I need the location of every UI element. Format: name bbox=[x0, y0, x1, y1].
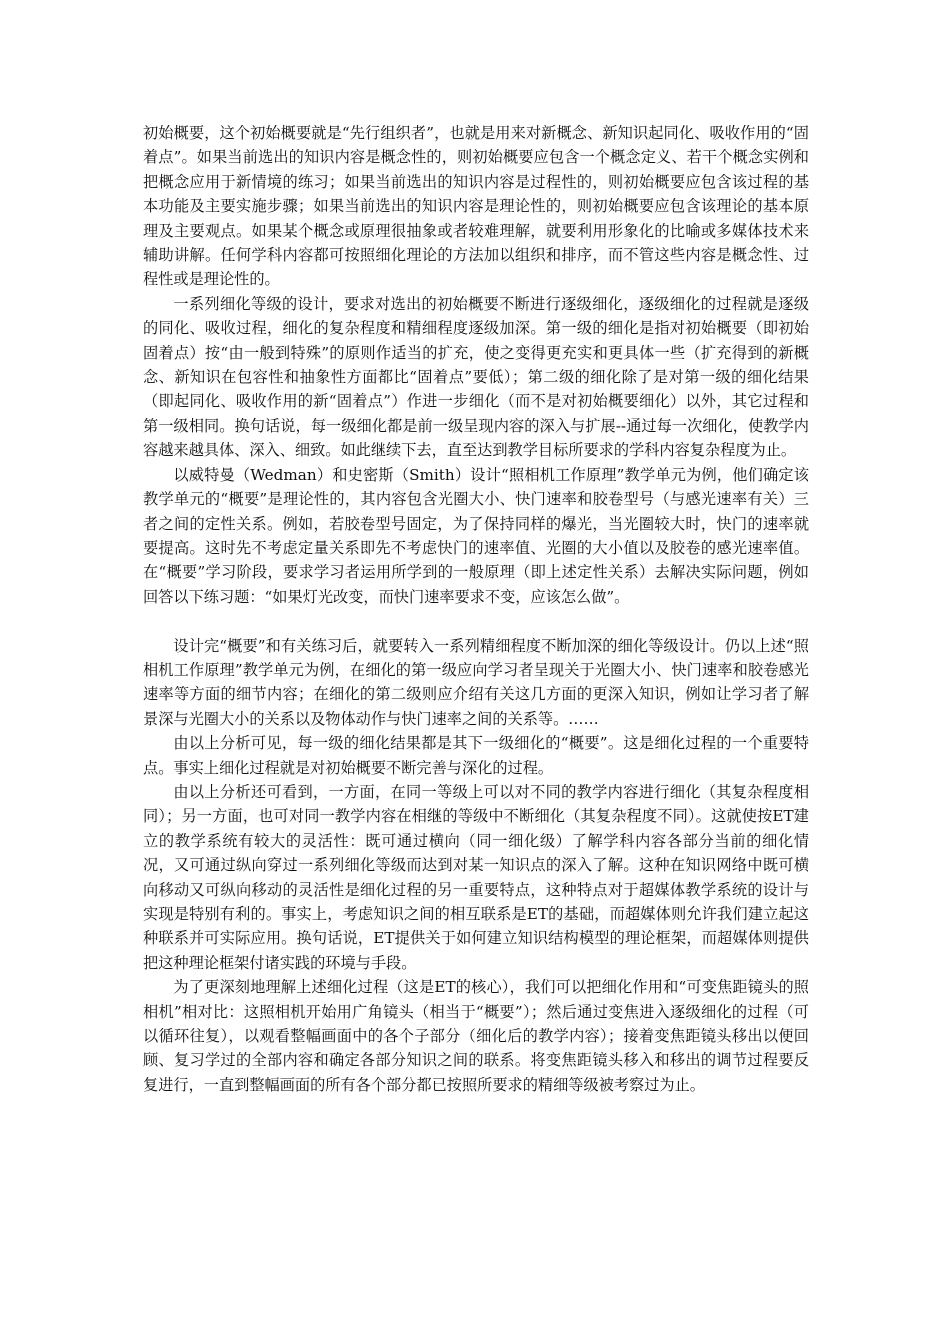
paragraph-flexibility: 由以上分析还可看到，一方面，在同一等级上可以对不同的教学内容进行细化（其复杂程度相同）；另一方面，也可对同一教学内容在相继的等级中不断细化（其复杂程度不同）。这就使按ET建立的教学系统有较大的灵活性：既可通过横向（同一细化级）了解学科内容各部分当前的细化情况，又可通过纵向穿过一系列细化等级而达到对某一知识点的深入了解。这种在知识网络中既可横向移动又可纵向移动的灵活性是细化过程的另一重要特点，这种特点对于超媒体教学系统的设计与实现是特别有利的。事实上，考虑知识之间的相互联系是ET的基础，而超媒体则允许我们建立起这种联系并可实际应用。换句话说，ET提供关于如何建立知识结构模型的理论框架，而超媒体则提供把这种理论框架付诸实践的环境与手段。 bbox=[143, 782, 809, 972]
paragraph-summary-feature: 由以上分析可见，每一级的细化结果都是其下一级细化的“概要”。这是细化过程的一个重要特点。事实上细化过程就是对初始概要不断完善与深化的过程。 bbox=[143, 734, 809, 777]
paragraph-initial-overview: 初始概要，这个初始概要就是“先行组织者”，也就是用来对新概念、新知识起同化、吸收作用的“固着点”。如果当前选出的知识内容是概念性的，则初始概要应包含一个概念定义、若干个概念实例和把概念应用于新情境的练习；如果当前选出的知识内容是过程性的，则初始概要应包含该过程的基本功能及主要实施步骤；如果当前选出的知识内容是理论性的，则初始概要应包含该理论的基本原理及主要观点。如果某个概念或原理很抽象或者较难理解，就要利用形象化的比喻或多媒体技术来辅助讲解。任何学科内容都可按照细化理论的方法加以组织和排序，而不管这些内容是概念性、过程性或是理论性的。 bbox=[143, 124, 809, 289]
document-body bbox=[143, 121, 809, 1097]
paragraph-camera-example: 以威特曼（Wedman）和史密斯（Smith）设计“照相机工作原理”教学单元为例，他们确定该教学单元的“概要”是理论性的，其内容包含光圈大小、快门速率和胶卷型号（与感光速率有关）三者之间的定性关系。例如，若胶卷型号固定，为了保持同样的爆光，当光圈较大时，快门的速率就要提高。这时先不考虑定量关系即先不考虑快门的速率值、光圈的大小值以及胶卷的感光速率值。在“概要”学习阶段，要求学习者运用所学到的一般原理（即上述定性关系）去解决实际问题，例如回答以下练习题：“如果灯光改变，而快门速率要求不变，应该怎么做”。 bbox=[143, 465, 809, 606]
paragraph-refinement-design: 设计完“概要”和有关练习后，就要转入一系列精细程度不断加深的细化等级设计。仍以上述“照相机工作原理”教学单元为例，在细化的第一级应向学习者呈现关于光圈大小、快门速率和胶卷感光速率等方面的细节内容；在细化的第二级则应介绍有关这几方面的更深入知识，例如让学习者了解景深与光圈大小的关系以及物体动作与快门速率之间的关系等。…… bbox=[143, 636, 809, 728]
paragraph-zoom-lens-analogy: 为了更深刻地理解上述细化过程（这是ET的核心），我们可以把细化作用和“可变焦距镜头的照相机”相对比：这照相机开始用广角镜头（相当于“概要”）；然后通过变焦进入逐级细化的过程（可以循环往复），以观看整幅画面中的各个子部分（细化后的教学内容）；接着变焦距镜头移出以便回顾、复习学过的全部内容和确定各部分知识之间的联系。将变焦距镜头移入和移出的调节过程要反复进行，一直到整幅画面的所有各个部分都已按照所要求的精细等级被考察过为止。 bbox=[143, 978, 809, 1094]
paragraph-elaboration-levels: 一系列细化等级的设计，要求对选出的初始概要不断进行逐级细化，逐级细化的过程就是逐级的同化、吸收过程，细化的复杂程度和精细程度逐级加深。第一级的细化是指对初始概要（即初始固着点）按“由一般到特殊”的原则作适当的扩充，使之变得更充实和更具体一些（扩充得到的新概念、新知识在包容性和抽象性方面都比“固着点”要低）；第二级的细化除了是对第一级的细化结果（即起同化、吸收作用的新“固着点”）作进一步细化（而不是对初始概要细化）以外，其它过程和第一级相同。换句话说，每一级细化都是前一级呈现内容的深入与扩展--通过每一次细化，使教学内容越来越具体、深入、细致。如此继续下去，直至达到教学目标所要求的学科内容复杂程度为止。 bbox=[143, 294, 809, 460]
